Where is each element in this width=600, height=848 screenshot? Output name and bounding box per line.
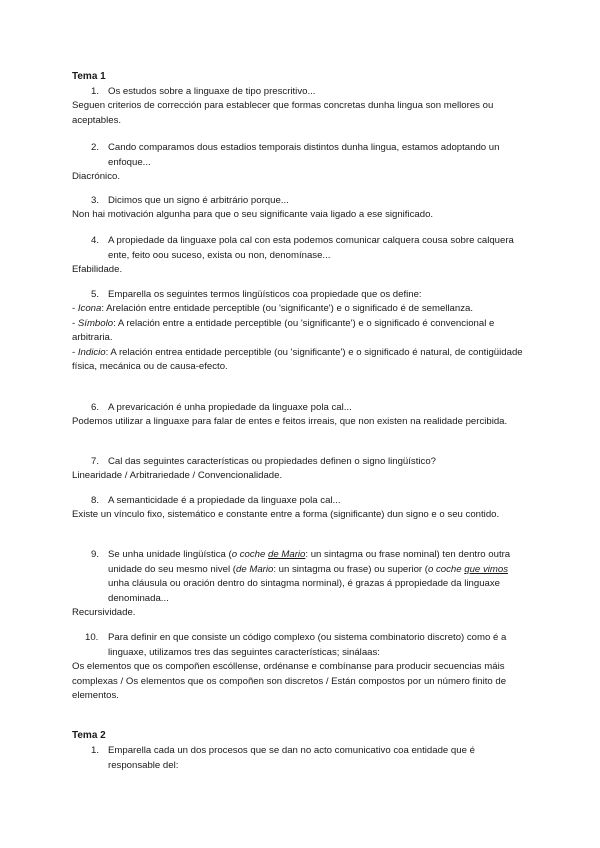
match-item-indicio: - Indicio: A relación entrea entidade perceptible (ou 'significante') e o significado é natural, de contigüidade física, mecánica ou de causa-efecto. — [72, 346, 523, 373]
answer-8: Existe un vínculo fixo, sistemático e constante entre a forma (significante) dun signo e o seu contido. — [72, 509, 500, 520]
answer-4: Efabilidade. — [72, 264, 123, 275]
question-text: Se unha unidade lingüística (o coche de Mario: un sintagma ou frase nominal) ten dentro outra unidade do seu mesmo nivel (de Mario: un sintagma ou frase) ou superior (o coche que vimos unha cláusula ou oración dentro do sintagma norminal), é grazas á ppropiedade da linguaxe denominada... — [108, 549, 511, 604]
match-item-icona: - Icona: Arelación entre entidade perceptible (ou 'significante') e o significado é de semellanza. — [72, 303, 474, 314]
answer-10: Os elementos que os compoñen escóllense, ordénanse e combínanse para producir secuencias máis complexas / Os elementos que os compoñen son discretos / Están compostos por un número finito de elementos. — [72, 661, 507, 702]
question-text: Cando comparamos dous estadios temporais distintos dunha lingua, estamos adoptando un enfoque... — [108, 142, 500, 168]
question-8 — [72, 494, 528, 509]
question-2 — [72, 141, 528, 170]
match-item-simbolo: - Símbolo: A relación entre a entidade perceptible (ou 'significante') e o significado é convencional e arbitraria. — [72, 317, 495, 344]
answer-2: Diacrónico. — [72, 171, 120, 182]
question-number: 2. — [91, 142, 100, 153]
question-text: Para definir en que consiste un código complexo (ou sistema combinatorio discreto) como é a linguaxe, utilizamos tres das seguintes características; sinálaas: — [108, 632, 507, 658]
answer-5 — [72, 302, 530, 375]
question-text: Dicimos que un signo é arbitrário porque... — [108, 195, 289, 206]
question-text: A semanticidade é a propiedade da linguaxe pola cal... — [108, 495, 341, 506]
question-text: Emparella cada un dos procesos que se dan no acto comunicativo coa entidade que é responsable del: — [108, 745, 475, 771]
question-3 — [72, 194, 528, 209]
section-heading-tema1: Tema 1 — [72, 71, 106, 82]
question-4 — [72, 234, 528, 263]
answer-1: Seguen criterios de corrección para establecer que formas concretas dunha lingua son mellores ou aceptables. — [72, 100, 494, 126]
answer-6: Podemos utilizar a linguaxe para falar de entes e feitos irreais, que non existen na realidade percibida. — [72, 416, 508, 427]
question-number: 7. — [91, 456, 100, 467]
question-number: 9. — [91, 549, 100, 560]
question-number: 1. — [91, 745, 100, 756]
question-9 — [72, 548, 528, 606]
section-heading-tema2: Tema 2 — [72, 730, 106, 741]
question-text: Os estudos sobre a linguaxe de tipo prescritivo... — [108, 86, 316, 97]
question-6 — [72, 401, 528, 416]
question-10 — [72, 631, 528, 660]
term: Símbolo — [77, 317, 114, 329]
question-5 — [72, 288, 528, 303]
answer-9: Recursividade. — [72, 607, 136, 618]
question-number: 4. — [91, 235, 100, 246]
question-1 — [72, 85, 528, 100]
question-text: A prevaricación é unha propiedade da linguaxe pola cal... — [108, 402, 352, 413]
question-number: 3. — [91, 195, 100, 206]
question-text: A propiedade da linguaxe pola cal con esta podemos comunicar calquera cousa sobre calquera ente, feito oou suceso, exista ou non, denomínase... — [108, 235, 514, 261]
question-t2-1 — [72, 744, 528, 773]
answer-3: Non hai motivación algunha para que o seu significante vaia ligado a ese significado. — [72, 209, 434, 220]
question-7 — [72, 455, 528, 470]
term: Icona — [77, 303, 102, 314]
answer-7: Linearidade / Arbitrariedade / Convencionalidade. — [72, 470, 283, 481]
question-text: Cal das seguintes características ou propiedades definen o signo lingüístico? — [108, 456, 436, 467]
question-text: Emparella os seguintes termos lingüísticos coa propiedade que os define: — [108, 289, 422, 300]
question-number: 6. — [91, 402, 100, 413]
question-number: 1. — [91, 86, 100, 97]
question-number: 8. — [91, 495, 100, 506]
question-number: 5. — [91, 289, 100, 300]
term: Indicio — [77, 346, 106, 358]
question-number: 10. — [85, 632, 99, 643]
